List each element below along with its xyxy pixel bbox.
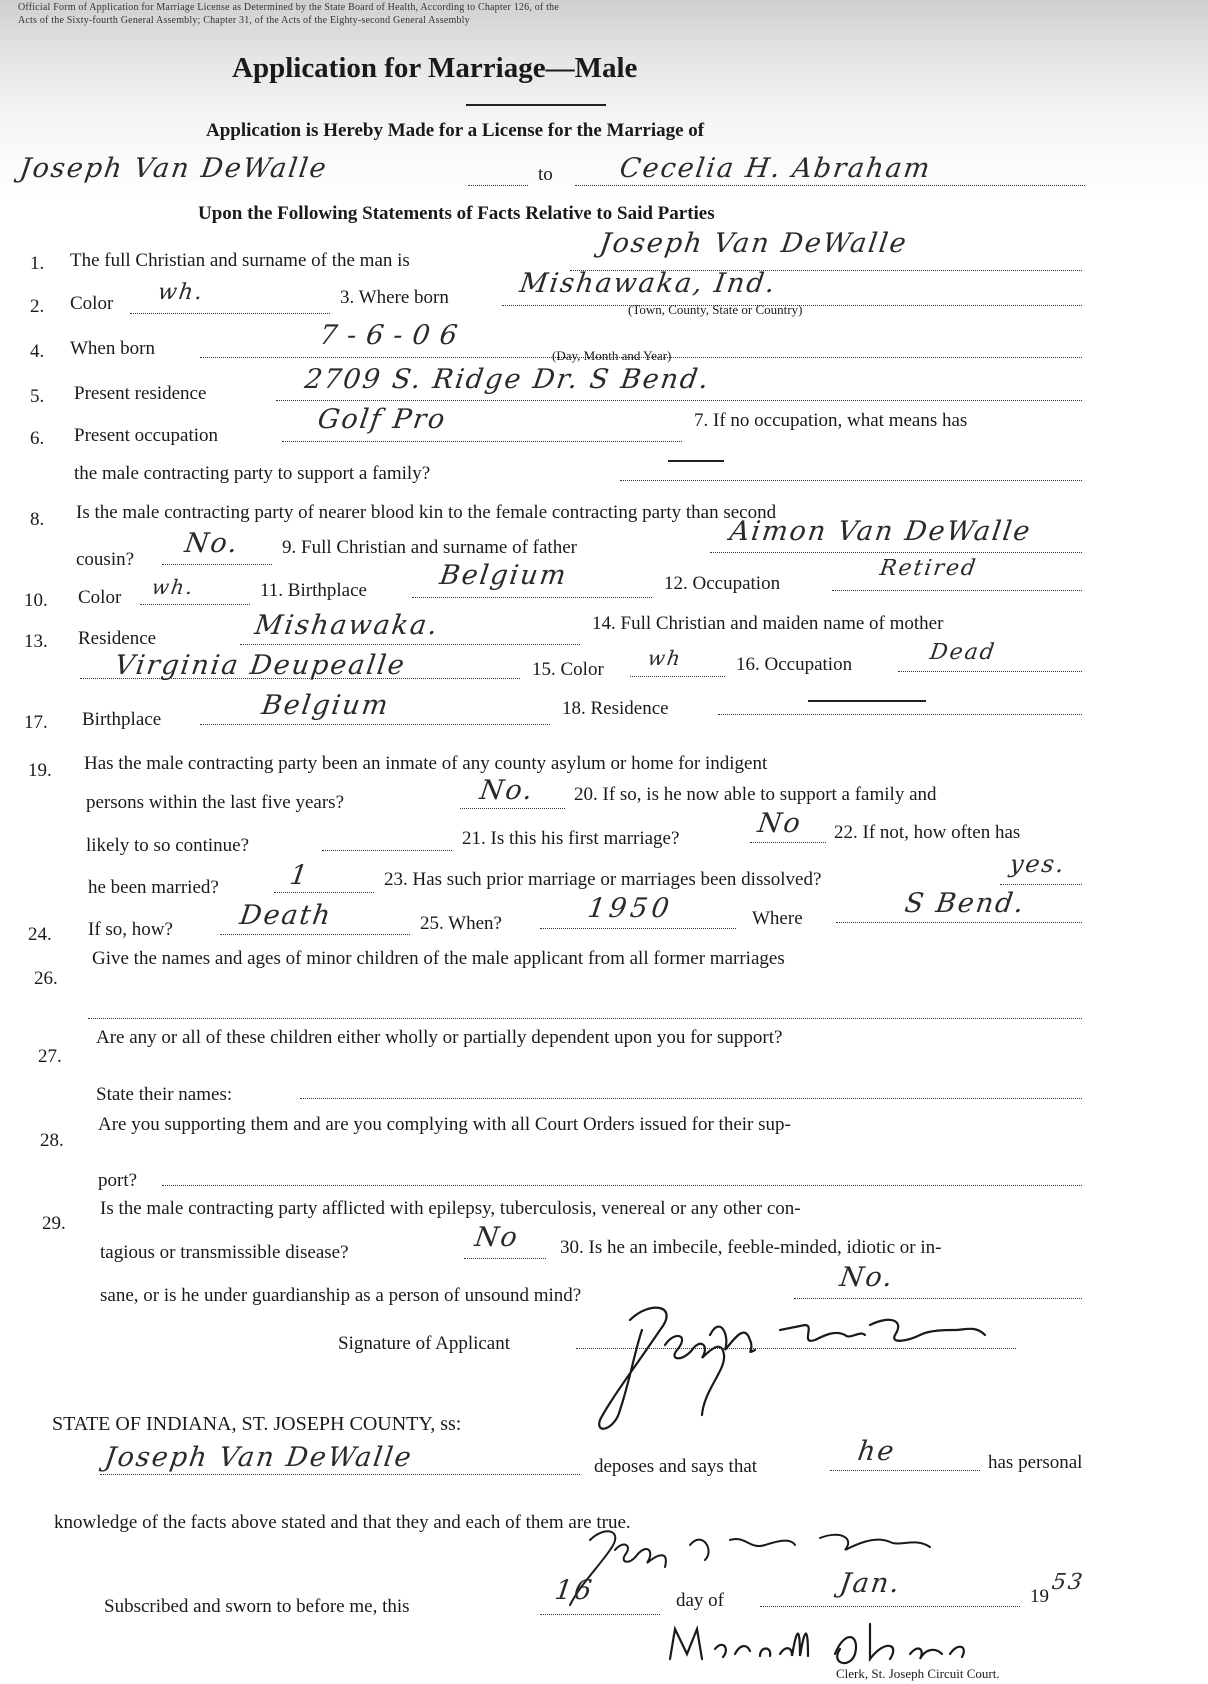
knowledge-text: knowledge of the facts above stated and that they and each of them are true. <box>54 1512 631 1533</box>
year-prefix: 19 <box>1030 1586 1049 1607</box>
applicant-signature <box>570 1290 1051 1450</box>
item-number: 8. <box>30 509 45 530</box>
field-15-value: wh <box>646 646 684 670</box>
bride-name: Cecelia H. Abraham <box>617 153 934 184</box>
item-number: 29. <box>42 1213 66 1234</box>
field-11-value: Belgium <box>437 560 570 591</box>
field-25-value: 1950 <box>585 893 675 924</box>
field-7-label-b: the male contracting party to support a family? <box>74 463 431 484</box>
field-13-label: Residence <box>78 628 157 649</box>
field-5-label: Present residence <box>74 383 207 404</box>
item-number: 4. <box>30 341 45 362</box>
field-20-label-b: likely to so continue? <box>86 835 250 856</box>
groom-name: Joseph Van DeWalle <box>17 153 330 184</box>
field-3-label: 3. Where born <box>340 287 449 308</box>
field-16-value: Dead <box>928 640 998 665</box>
svg-text:Joseph Van De Walle: Joseph Van De Walle <box>1000 1520 1011 1521</box>
field-25-label: 25. When? <box>420 913 502 934</box>
field-17-label: Birthplace <box>82 709 162 730</box>
field-6-label: Present occupation <box>74 425 219 446</box>
item-number: 2. <box>30 296 45 317</box>
statements-heading: Upon the Following Statements of Facts Relative to Said Parties <box>198 203 715 224</box>
field-24-value: Death <box>237 900 335 931</box>
field-24-label: If so, how? <box>88 919 173 940</box>
item-number: 26. <box>34 968 58 989</box>
clerk-signature <box>660 1614 1028 1674</box>
day-of-text: day of <box>676 1590 725 1611</box>
field-14-label: 14. Full Christian and maiden name of mother <box>592 613 944 634</box>
field-19-value: No. <box>477 775 537 806</box>
year-value: 53 <box>1050 1570 1086 1595</box>
day-value: 16 <box>552 1575 596 1606</box>
field-14-value: Virginia Deupealle <box>112 650 408 681</box>
svg-text:Marcella Oberg: Marcella Oberg <box>1020 1614 1028 1615</box>
item-number: 24. <box>28 924 52 945</box>
field-2-label: Color <box>70 293 114 314</box>
header-fine-print-1: Official Form of Application for Marriage License as Determined by the State Board of Health, According to Chapter 126, of the <box>18 2 559 13</box>
field-3-caption: (Town, County, State or Country) <box>628 302 803 317</box>
item-number: 13. <box>24 631 48 652</box>
field-1-value: Joseph Van DeWalle <box>597 228 910 259</box>
field-11-label: 11. Birthplace <box>260 580 367 601</box>
has-personal-text: has personal <box>988 1452 1083 1473</box>
month-value: Jan. <box>837 1568 904 1599</box>
field-30-value: No. <box>837 1262 897 1293</box>
field-7-label: 7. If no occupation, what means has <box>694 410 968 431</box>
field-4-caption: (Day, Month and Year) <box>552 348 672 363</box>
state-line: STATE OF INDIANA, ST. JOSEPH COUNTY, ss: <box>52 1413 462 1435</box>
header-fine-print-2: Acts of the Sixty-fourth General Assembly; Chapter 31, of the Acts of the Eighty-second General Assembly <box>18 15 470 26</box>
field-23-label: 23. Has such prior marriage or marriages been dissolved? <box>384 869 822 890</box>
deponent-name: Joseph Van DeWalle <box>102 1442 415 1473</box>
field-8-label-b: cousin? <box>76 549 135 570</box>
field-6-value: Golf Pro <box>315 404 449 435</box>
item-number: 19. <box>28 760 52 781</box>
field-5-value: 2709 S. Ridge Dr. S Bend. <box>302 364 713 395</box>
item-number: 5. <box>30 386 45 407</box>
deposes-text: deposes and says that <box>594 1456 758 1477</box>
field-18-value <box>808 700 926 702</box>
field-21-value: No <box>755 808 805 839</box>
item-number: 10. <box>24 590 48 611</box>
intro-line: Application is Hereby Made for a License for the Marriage of <box>206 120 705 141</box>
applicant-signature-2 <box>560 1520 1011 1600</box>
field-12-label: 12. Occupation <box>664 573 781 594</box>
clerk-caption: Clerk, St. Joseph Circuit Court. <box>836 1666 1000 1681</box>
field-4-value: 7-6-06 <box>317 320 470 351</box>
field-22-label: 22. If not, how often has <box>834 822 1021 843</box>
field-29-label-b: tagious or transmissible disease? <box>100 1242 349 1263</box>
field-25-where-label: Where <box>752 908 803 929</box>
field-7-value <box>668 460 724 462</box>
field-9-value: Aimon Van DeWalle <box>727 516 1034 547</box>
item-number: 1. <box>30 253 45 274</box>
field-4-label: When born <box>70 338 155 359</box>
field-9-label: 9. Full Christian and surname of father <box>282 537 577 558</box>
field-20-label: 20. If so, is he now able to support a family and <box>574 784 937 805</box>
subscribed-text: Subscribed and sworn to before me, this <box>104 1596 410 1617</box>
field-1-label: The full Christian and surname of the man is <box>70 250 410 271</box>
title-rule <box>466 104 606 106</box>
field-21-label: 21. Is this his first marriage? <box>462 828 680 849</box>
field-22-label-b: he been married? <box>88 877 219 898</box>
item-number: 17. <box>24 712 48 733</box>
field-27-label: Are any or all of these children either wholly or partially dependent upon you for support? <box>96 1027 783 1048</box>
field-19-label: Has the male contracting party been an inmate of any county asylum or home for indigent <box>84 753 768 774</box>
field-28-label: Are you supporting them and are you complying with all Court Orders issued for their sup- <box>98 1114 791 1135</box>
svg-text:Joseph Van De Walle: Joseph Van De Walle <box>1040 1290 1051 1291</box>
field-29-label: Is the male contracting party afflicted with epilepsy, tuberculosis, venereal or any other con- <box>100 1198 801 1219</box>
field-17-value: Belgium <box>259 690 392 721</box>
field-25-where-value: S Bend. <box>902 888 1028 919</box>
pronoun-value: he <box>855 1436 898 1467</box>
to-word: to <box>538 164 553 185</box>
field-29-value: No <box>472 1222 522 1253</box>
field-23-value: yes. <box>1008 850 1068 878</box>
field-12-value: Retired <box>878 556 979 581</box>
signature-label: Signature of Applicant <box>338 1333 511 1354</box>
field-18-label: 18. Residence <box>562 698 669 719</box>
field-3-value: Mishawaka, Ind. <box>517 268 779 299</box>
field-8-label: Is the male contracting party of nearer blood kin to the female contracting party than second <box>76 502 777 523</box>
field-2-value: wh. <box>156 280 206 305</box>
field-13-value: Mishawaka. <box>252 610 442 641</box>
field-15-label: 15. Color <box>532 659 604 680</box>
field-28-label-b: port? <box>98 1170 138 1191</box>
field-19-label-b: persons within the last five years? <box>86 792 345 813</box>
field-30-label-b: sane, or is he under guardianship as a person of unsound mind? <box>100 1285 582 1306</box>
field-27-label-b: State their names: <box>96 1084 233 1105</box>
page-title: Application for Marriage—Male <box>232 52 638 84</box>
field-22-value: 1 <box>287 860 312 891</box>
field-26-label: Give the names and ages of minor children of the male applicant from all former marriages <box>92 948 785 969</box>
item-number: 28. <box>40 1130 64 1151</box>
item-number: 6. <box>30 428 45 449</box>
field-10-value: wh. <box>150 575 197 599</box>
field-16-label: 16. Occupation <box>736 654 853 675</box>
item-number: 27. <box>38 1046 62 1067</box>
field-30-label: 30. Is he an imbecile, feeble-minded, idiotic or in- <box>560 1237 942 1258</box>
field-8-value: No. <box>182 528 242 559</box>
field-10-label: Color <box>78 587 122 608</box>
